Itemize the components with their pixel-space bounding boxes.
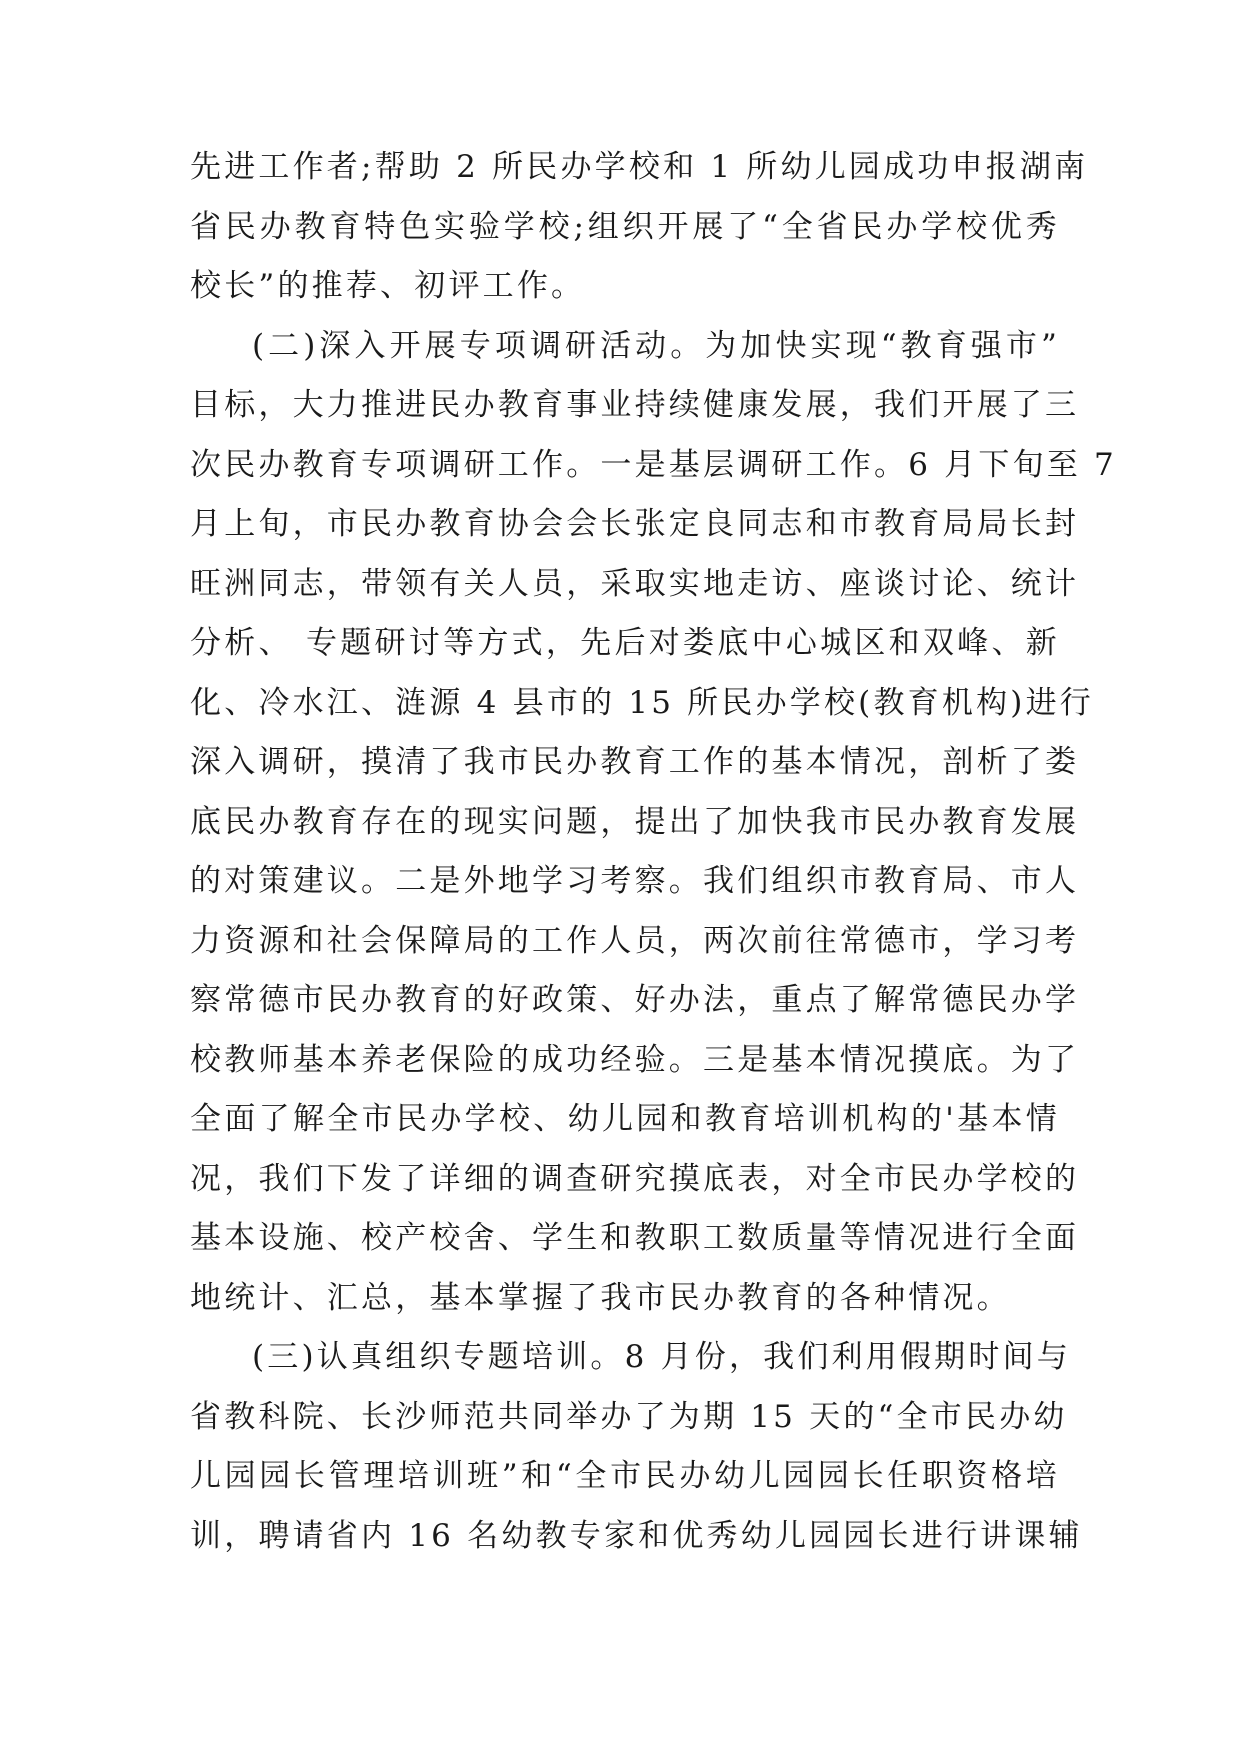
text-line: 儿园园长管理培训班”和“全市民办幼儿园园长任职资格培 [190,1458,1060,1494]
text-line: 全面了解全市民办学校、幼儿园和教育培训机构的'基本情 [190,1101,1060,1137]
text-line: 分析、 专题研讨等方式，先后对娄底中心城区和双峰、新 [190,625,1060,661]
text-line: 的对策建议。二是外地学习考察。我们组织市教育局、市人 [190,863,1080,899]
text-line: 省民办教育特色实验学校;组织开展了“全省民办学校优秀 [190,208,1060,245]
paragraph-training [190,1328,1083,1566]
text-line: 目标，大力推进民办教育事业持续健康发展，我们开展了三 [190,387,1080,423]
text-line: 校长”的推荐、初评工作。 [190,268,586,304]
text-line: 校教师基本养老保险的成功经验。三是基本情况摸底。为了 [190,1041,1080,1078]
text-line: (二)深入开展专项调研活动。为加快实现“教育强市” [252,327,1060,364]
paragraph-award-results [190,138,1089,317]
text-line: (三)认真组织专题培训。8 月份，我们利用假期时间与 [252,1339,1071,1375]
text-line: 旺洲同志，带领有关人员，采取实地走访、座谈讨论、统计 [190,565,1080,602]
text-line: 底民办教育存在的现实问题，提出了加快我市民办教育发展 [190,803,1080,840]
text-line: 先进工作者;帮助 2 所民办学校和 1 所幼儿园成功申报湖南 [190,149,1089,185]
text-line: 基本设施、校产校舍、学生和教职工数质量等情况进行全面 [190,1220,1080,1256]
text-line: 省教科院、长沙师范共同举办了为期 15 天的“全市民办幼 [190,1398,1068,1435]
paragraph-research-activities [190,317,1117,1329]
text-line: 次民办教育专项调研工作。一是基层调研工作。6 月下旬至 7 [190,446,1117,483]
text-line: 察常德市民办教育的好政策、好办法，重点了解常德民办学 [190,982,1080,1018]
text-line: 化、冷水江、涟源 4 县市的 15 所民办学校(教育机构)进行 [190,684,1094,721]
document-page [190,138,1117,1566]
text-line: 地统计、汇总，基本掌握了我市民办教育的各种情况。 [190,1279,1011,1316]
text-line: 训，聘请省内 16 名幼教专家和优秀幼儿园园长进行讲课辅 [190,1517,1083,1554]
text-line: 月上旬，市民办教育协会会长张定良同志和市教育局局长封 [190,506,1080,542]
text-line: 况，我们下发了详细的调查研究摸底表，对全市民办学校的 [190,1160,1080,1197]
text-line: 深入调研，摸清了我市民办教育工作的基本情况，剖析了娄 [190,744,1080,780]
text-line: 力资源和社会保障局的工作人员，两次前往常德市，学习考 [190,922,1080,959]
